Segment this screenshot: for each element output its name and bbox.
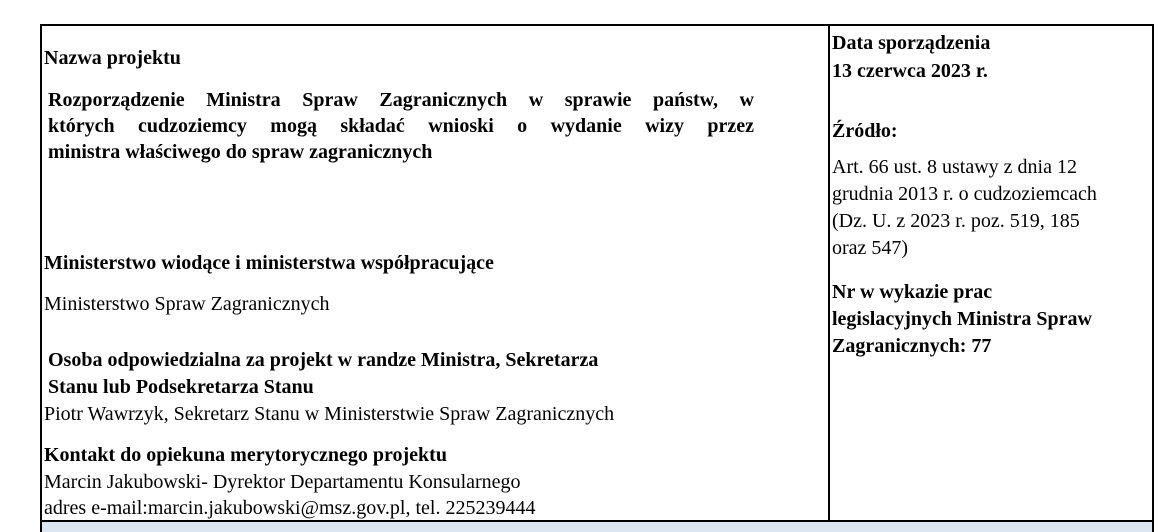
date-label: Data sporządzenia [832, 32, 991, 54]
project-name-label: Nazwa projektu [44, 47, 181, 69]
source-line: (Dz. U. z 2023 r. poz. 519, 185 [832, 210, 1080, 232]
column-divider [828, 26, 830, 532]
contact-line: adres e-mail:marcin.jakubowski@msz.gov.pl, tel. 225239444 [44, 497, 536, 519]
legislative-list-line: Nr w wykazie prac [832, 281, 993, 303]
legislative-list-line: Zagranicznych: 77 [832, 335, 992, 357]
source-line: Art. 66 ust. 8 ustawy z dnia 12 [832, 156, 1077, 178]
date-value: 13 czerwca 2023 r. [832, 60, 988, 82]
project-title-line: ministra właściwego do spraw zagranicznych [48, 141, 433, 163]
next-section-band [42, 520, 1152, 532]
contact-label: Kontakt do opiekuna merytorycznego projektu [44, 444, 447, 466]
project-title-line: Rozporządzenie Ministra Spraw Zagranicznych w sprawie państw, w [48, 89, 754, 111]
responsible-value: Piotr Wawrzyk, Sekretarz Stanu w Ministerstwie Spraw Zagranicznych [44, 403, 615, 425]
source-line: grudnia 2013 r. o cudzoziemcach [832, 183, 1097, 205]
project-title-line: których cudzoziemcy mogą składać wnioski o wydanie wizy przez [48, 115, 754, 137]
ministries-value: Ministerstwo Spraw Zagranicznych [44, 293, 330, 315]
ministries-label: Ministerstwo wiodące i ministerstwa współpracujące [44, 252, 494, 274]
responsible-label-line: Osoba odpowiedzialna za projekt w randze Ministra, Sekretarza [48, 349, 599, 371]
document-table [40, 24, 1154, 532]
legislative-list-line: legislacyjnych Ministra Spraw [832, 308, 1092, 330]
source-line: oraz 547) [832, 237, 909, 259]
responsible-label-line: Stanu lub Podsekretarza Stanu [48, 376, 314, 398]
source-label: Źródło: [832, 120, 898, 142]
contact-line: Marcin Jakubowski- Dyrektor Departamentu Konsularnego [44, 471, 521, 493]
